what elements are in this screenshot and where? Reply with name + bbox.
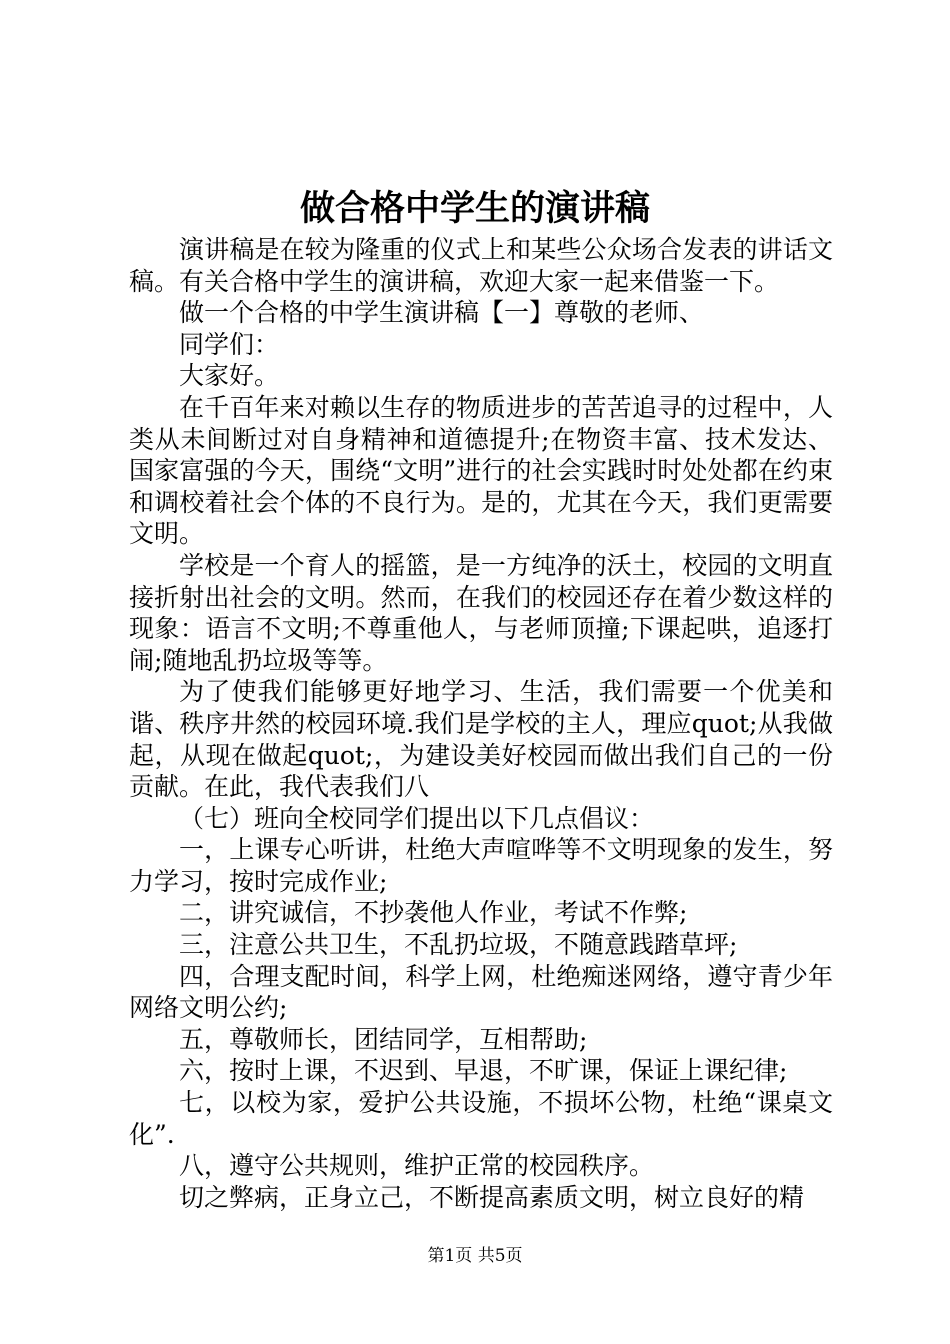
page-footer: 第1页 共5页	[427, 1246, 523, 1266]
paragraph: 学校是一个育人的摇篮，是一方纯净的沃土，校园的文明直接折射出社会的文明。然而，在我们的校园还存在着少数这样的现象：语言不文明;不尊重他人，与老师顶撞;下课起哄，追逐打闹;随地乱扔垃圾等等。	[129, 550, 833, 675]
paragraph: 四，合理支配时间，科学上网，杜绝痴迷网络，遵守青少年网络文明公约;	[129, 961, 833, 1023]
paragraph: 为了使我们能够更好地学习、生活，我们需要一个优美和谐、秩序井然的校园环境.我们是学校的主人，理应quot;从我做起，从现在做起quot;，为建设美好校园而做出我们自己的一份贡献。在此，我代表我们八	[129, 677, 833, 802]
paragraph: 在千百年来对赖以生存的物质进步的苦苦追寻的过程中，人类从未间断过对自身精神和道德提升;在物资丰富、技术发达、国家富强的今天，围绕“文明”进行的社会实践时时处处都在约束和调校着社会个体的不良行为。是的，尤其在今天，我们更需要文明。	[129, 392, 833, 549]
paragraph: 切之弊病，正身立己，不断提高素质文明，树立良好的精	[179, 1182, 805, 1212]
paragraph: （七）班向全校同学们提出以下几点倡议：	[179, 803, 655, 833]
paragraph: 一，上课专心听讲，杜绝大声喧哗等不文明现象的发生，努力学习，按时完成作业;	[129, 835, 833, 896]
paragraph: 同学们：	[179, 329, 280, 359]
paragraph: 三，注意公共卫生，不乱扔垃圾，不随意践踏草坪;	[179, 930, 738, 960]
paragraph: 大家好。	[179, 361, 280, 391]
paragraph: 六，按时上课，不迟到、早退，不旷课，保证上课纪律;	[179, 1056, 788, 1086]
paragraph: 做一个合格的中学生演讲稿【一】尊敬的老师、	[179, 298, 705, 328]
paragraph: 八，遵守公共规则，维护正常的校园秩序。	[179, 1151, 655, 1181]
paragraph: 演讲稿是在较为隆重的仪式上和某些公众场合发表的讲话文稿。有关合格中学生的演讲稿，欢迎大家一起来借鉴一下。	[129, 235, 833, 296]
document-body	[129, 234, 833, 1213]
document-title: 做合格中学生的演讲稿	[299, 188, 650, 229]
paragraph: 七，以校为家，爱护公共设施，不损坏公物，杜绝“课桌文化”.	[129, 1088, 833, 1149]
paragraph: 五，尊敬师长，团结同学，互相帮助;	[179, 1024, 588, 1054]
paragraph: 二，讲究诚信，不抄袭他人作业，考试不作弊;	[179, 898, 688, 928]
